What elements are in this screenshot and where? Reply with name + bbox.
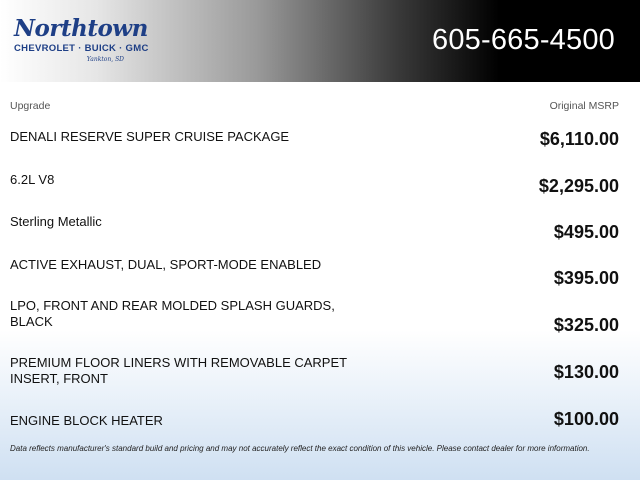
upgrade-price: $395.00	[553, 268, 619, 288]
header-bar	[0, 0, 640, 82]
upgrade-price: $100.00	[553, 409, 619, 429]
column-header-msrp: Original MSRP	[549, 100, 619, 112]
disclaimer-text: Data reflects manufacturer's standard build and pricing and may not accurately reflect the exact condition of this vehicle. Please contact dealer for more information.	[10, 444, 590, 453]
dealer-logo	[14, 15, 149, 66]
logo-city: Yankton, SD	[86, 56, 124, 63]
upgrade-name: DENALI RESERVE SUPER CRUISE PACKAGE	[10, 129, 290, 144]
upgrade-price: $6,110.00	[539, 129, 619, 149]
logo-name: Northtown	[14, 15, 148, 42]
upgrade-price: $495.00	[553, 222, 619, 242]
column-header-upgrade: Upgrade	[10, 100, 51, 112]
upgrade-name: ACTIVE EXHAUST, DUAL, SPORT-MODE ENABLED	[10, 257, 322, 272]
dealer-phone[interactable]: 605-665-4500	[432, 24, 615, 56]
upgrade-price: $325.00	[553, 315, 619, 335]
upgrade-price: $2,295.00	[538, 176, 619, 196]
upgrade-name: LPO, FRONT AND REAR MOLDED SPLASH GUARDS, BLACK	[10, 298, 335, 329]
upgrade-name: 6.2L V8	[10, 172, 55, 187]
logo-brands: CHEVROLET · BUICK · GMC	[14, 43, 149, 54]
upgrade-name: Sterling Metallic	[10, 214, 102, 229]
upgrade-price: $130.00	[553, 362, 619, 382]
upgrade-name: PREMIUM FLOOR LINERS WITH REMOVABLE CARPET INSERT, FRONT	[10, 355, 347, 386]
upgrade-name: ENGINE BLOCK HEATER	[10, 413, 163, 428]
